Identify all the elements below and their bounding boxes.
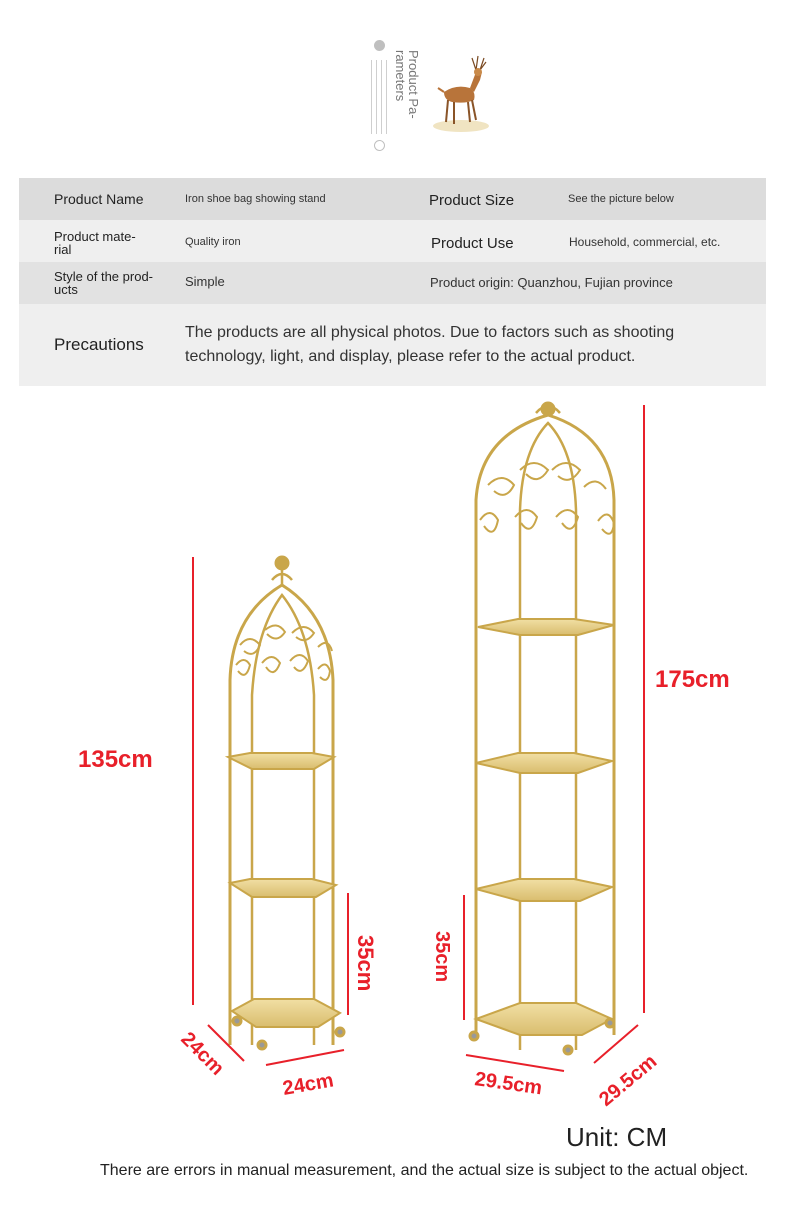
- header-title: Product Pa- rameters: [393, 50, 421, 119]
- small-width-label: 24cm: [281, 1069, 336, 1100]
- small-height-label: 135cm: [78, 746, 153, 773]
- table-row: [19, 220, 766, 262]
- style-value: Simple: [185, 274, 225, 289]
- origin-text: Product origin: Quanzhou, Fujian province: [430, 275, 673, 290]
- large-depth-label: 29.5cm: [595, 1050, 662, 1111]
- product-size-value: See the picture below: [568, 193, 674, 205]
- large-width-label: 29.5cm: [473, 1068, 544, 1100]
- product-name-value: Iron shoe bag showing stand: [185, 193, 326, 205]
- small-shelf-label: 35cm: [353, 935, 378, 992]
- large-height-label: 175cm: [655, 666, 730, 693]
- header-ring-icon: [374, 140, 385, 151]
- product-size-label: Product Size: [429, 192, 515, 209]
- header-dot-icon: [374, 40, 385, 51]
- table-row: [19, 178, 766, 220]
- material-label: Product mate- rial: [54, 229, 136, 257]
- dimension-drawing: [0, 395, 790, 1125]
- unit-label: Unit: CM: [566, 1122, 668, 1152]
- precautions-text: The products are all physical photos. Due to factors such as shooting technology, light, and display, please refer to the actual product.: [185, 324, 675, 365]
- table-row: [19, 262, 766, 304]
- product-use-label: Product Use: [431, 235, 514, 252]
- precautions-label: Precautions: [54, 335, 144, 354]
- product-name-label: Product Name: [54, 191, 144, 207]
- large-stand: [470, 403, 614, 1054]
- table-row: [19, 304, 766, 386]
- measurement-note: There are errors in manual measurement, and the actual size is subject to the actual object.: [100, 1162, 749, 1179]
- parameters-table: [19, 178, 766, 386]
- parameters-header: [366, 38, 506, 158]
- small-stand: [228, 557, 344, 1049]
- header-decor-lines: [371, 60, 387, 134]
- material-value: Quality iron: [185, 236, 241, 248]
- product-use-value: Household, commercial, etc.: [569, 235, 721, 249]
- small-depth-label: 24cm: [176, 1027, 229, 1080]
- deer-icon: [426, 48, 496, 138]
- style-label: Style of the prod- ucts: [54, 269, 153, 297]
- large-shelf-label: 35cm: [431, 931, 453, 983]
